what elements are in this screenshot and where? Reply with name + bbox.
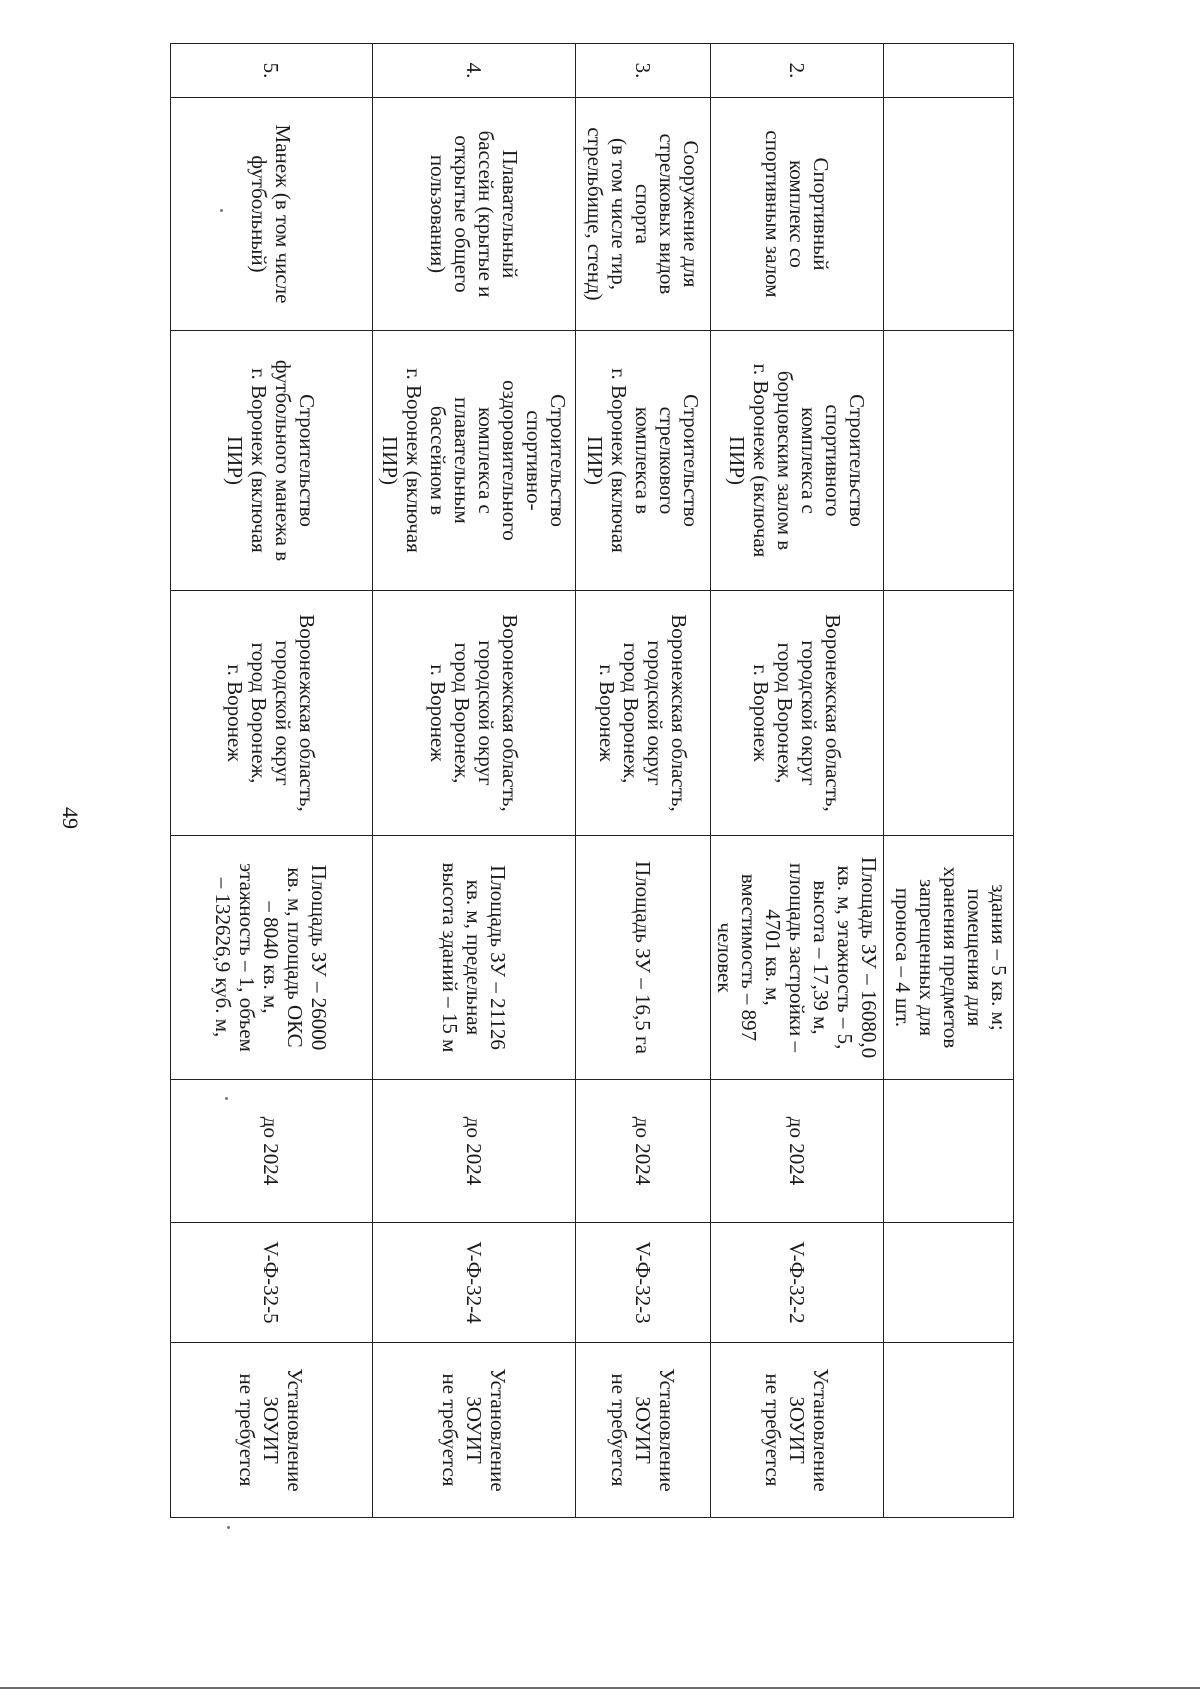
cell-line: Площадь ЗУ – 16080,0 [857, 856, 881, 1059]
cell-line: г. Воронеж [749, 664, 773, 762]
cell-line: высота – 17,39 м, [809, 880, 833, 1035]
term-cell: до 2024 [576, 1080, 711, 1223]
cell-line: Строительство [295, 394, 320, 527]
cell-line: кв. м, предельная [462, 879, 486, 1036]
cell-line: город Воронеж, [619, 642, 643, 784]
cell-line: г. Воронеж (включая [247, 368, 272, 553]
zone-status-cell [576, 1343, 711, 1518]
cell-line: ЗОУИТ [259, 1396, 284, 1464]
cell-line: спорта [631, 183, 655, 245]
cell-line: открытые общего [450, 135, 474, 293]
row-number-cell: 5. [171, 44, 373, 98]
cell-line: Площадь ЗУ – 26000 [307, 864, 332, 1051]
location-cell [373, 591, 576, 836]
cell-line: ПИР) [223, 435, 248, 485]
scan-speck [227, 1526, 230, 1529]
cell-line: оздоровительного [498, 380, 522, 541]
cell-line: стрельбище, стенд) [583, 127, 607, 301]
cell-line: г. Воронеже (включая [749, 363, 773, 558]
bottom-rule [0, 1687, 1200, 1689]
zone-status-cell [373, 1343, 576, 1518]
object-name-cell [576, 331, 711, 591]
cell-line: г. Воронеж [223, 664, 248, 762]
cell-line: хранения предметов [939, 866, 963, 1049]
cell-line: городской округ [797, 640, 821, 786]
cell-line: не требуется [607, 1373, 631, 1487]
term-cell: до 2024 [171, 1080, 373, 1223]
cell-line: помещения для [963, 888, 987, 1027]
cell-line: Плавательный [498, 149, 522, 279]
characteristics-cell [884, 836, 1014, 1080]
location-cell [171, 591, 373, 836]
cell-line: Воронежская область, [667, 614, 691, 812]
table-row [576, 44, 711, 1518]
cell-line: не требуется [438, 1373, 462, 1487]
cell-line: ЗОУИТ [631, 1396, 655, 1464]
cell-line: вместимость – 897 [737, 873, 761, 1042]
cell-line: человек [713, 922, 737, 993]
cell-line: Площадь ЗУ – 16,5 га [631, 861, 655, 1054]
zone-status-cell [711, 1343, 884, 1518]
term-cell: до 2024 [373, 1080, 576, 1223]
cell-line: Воронежская область, [821, 614, 845, 812]
cell-line: запрещенных для [915, 878, 939, 1037]
cell-line: бассейном в [426, 405, 450, 516]
cell-line: г. Воронеж [426, 664, 450, 762]
cell-line: футбольный) [247, 155, 272, 273]
object-code-cell: V-Ф-32-2 [711, 1223, 884, 1343]
zone-status-cell [171, 1343, 373, 1518]
object-table [170, 43, 1014, 1518]
cell-line: спортивного [821, 404, 845, 517]
cell-line: город Воронеж, [450, 642, 474, 784]
cell-line: Установление [655, 1368, 679, 1492]
cell-line: Манеж (в том числе [271, 124, 296, 304]
object-type-cell [711, 98, 884, 331]
cell-line: г. Воронеж (включая [402, 368, 426, 553]
object-name-cell [373, 331, 576, 591]
cell-line: г. Воронеж [595, 664, 619, 762]
cell-line: городской округ [643, 640, 667, 786]
term-cell: до 2024 [711, 1080, 884, 1223]
table-row [884, 44, 1014, 1518]
object-code-cell: V-Ф-32-3 [576, 1223, 711, 1343]
cell-line: высота зданий – 15 м [438, 862, 462, 1053]
cell-line: спортивно- [522, 410, 546, 511]
cell-line: этажность – 1, объем [235, 863, 260, 1052]
cell-line: Воронежская область, [498, 614, 522, 812]
object-type-cell [884, 98, 1014, 331]
object-type-cell [576, 98, 711, 331]
cell-line: стрелковых видов [655, 133, 679, 295]
cell-line: город Воронеж, [247, 642, 272, 784]
cell-line: ПИР) [583, 435, 607, 485]
cell-line: ЗОУИТ [785, 1396, 809, 1464]
characteristics-cell [576, 836, 711, 1080]
object-name-cell [171, 331, 373, 591]
cell-line: ПИР) [378, 435, 402, 485]
location-cell [711, 591, 884, 836]
row-number-cell: 3. [576, 44, 711, 98]
characteristics-cell [171, 836, 373, 1080]
row-number-cell [884, 44, 1014, 98]
object-code-cell: V-Ф-32-5 [171, 1223, 373, 1343]
cell-line: город Воронеж, [773, 642, 797, 784]
cell-line: ЗОУИТ [462, 1396, 486, 1464]
table-frame [172, 43, 1014, 1517]
location-cell [884, 591, 1014, 836]
cell-line: Установление [809, 1368, 833, 1492]
table-row [373, 44, 576, 1518]
term-cell [884, 1080, 1014, 1223]
cell-line: Строительство [679, 394, 703, 527]
cell-line: не требуется [761, 1373, 785, 1487]
cell-line: Установление [486, 1368, 510, 1492]
cell-line: – 132626,9 куб. м, [211, 877, 236, 1038]
row-number-cell: 2. [711, 44, 884, 98]
cell-line: спортивным залом [761, 130, 785, 298]
cell-line: проноса – 4 шт. [891, 887, 915, 1028]
cell-line: площадь застройки – [785, 862, 809, 1053]
cell-line: пользования) [426, 154, 450, 274]
cell-line: комплекс со [785, 160, 809, 268]
page-number: 49 [58, 807, 83, 829]
cell-line: городской округ [271, 640, 296, 786]
cell-line: бассейн (крытые и [474, 130, 498, 298]
zone-status-cell [884, 1343, 1014, 1518]
cell-line: плавательным [450, 397, 474, 524]
location-cell [576, 591, 711, 836]
object-name-cell [711, 331, 884, 591]
object-name-cell [884, 331, 1014, 591]
cell-line: 4701 кв. м, [761, 909, 785, 1006]
object-type-cell [171, 98, 373, 331]
object-code-cell: V-Ф-32-4 [373, 1223, 576, 1343]
cell-line: Строительство [845, 394, 869, 527]
cell-line: ПИР) [725, 435, 749, 485]
cell-line: Площадь ЗУ – 21126 [486, 865, 510, 1050]
object-code-cell [884, 1223, 1014, 1343]
cell-line: – 8040 кв. м, [259, 901, 284, 1014]
cell-line: стрелкового [655, 406, 679, 515]
cell-line: (в том числе тир, [607, 137, 631, 291]
cell-line: Строительство [546, 394, 570, 527]
cell-line: Сооружение для [679, 140, 703, 288]
cell-line: футбольного манежа в [271, 359, 296, 562]
cell-line: борцовским залом в [773, 370, 797, 551]
cell-line: комплекса с [797, 407, 821, 514]
table-row [711, 44, 884, 1518]
cell-line: комплекса с [474, 407, 498, 514]
characteristics-cell [373, 836, 576, 1080]
cell-line: не требуется [235, 1373, 260, 1487]
characteristics-cell [711, 836, 884, 1080]
cell-line: г. Воронеж (включая [607, 368, 631, 553]
row-number-cell: 4. [373, 44, 576, 98]
cell-line: Воронежская область, [295, 614, 320, 812]
table-row [171, 44, 373, 1518]
cell-line: кв. м, этажность – 5, [833, 865, 857, 1050]
cell-line: городской округ [474, 640, 498, 786]
object-type-cell [373, 98, 576, 331]
cell-line: здания – 5 кв. м; [987, 884, 1011, 1031]
cell-line: кв. м, площадь ОКС [283, 867, 308, 1048]
cell-line: Спортивный [809, 157, 833, 271]
cell-line: комплекса в [631, 406, 655, 515]
cell-line: Установление [283, 1368, 308, 1492]
